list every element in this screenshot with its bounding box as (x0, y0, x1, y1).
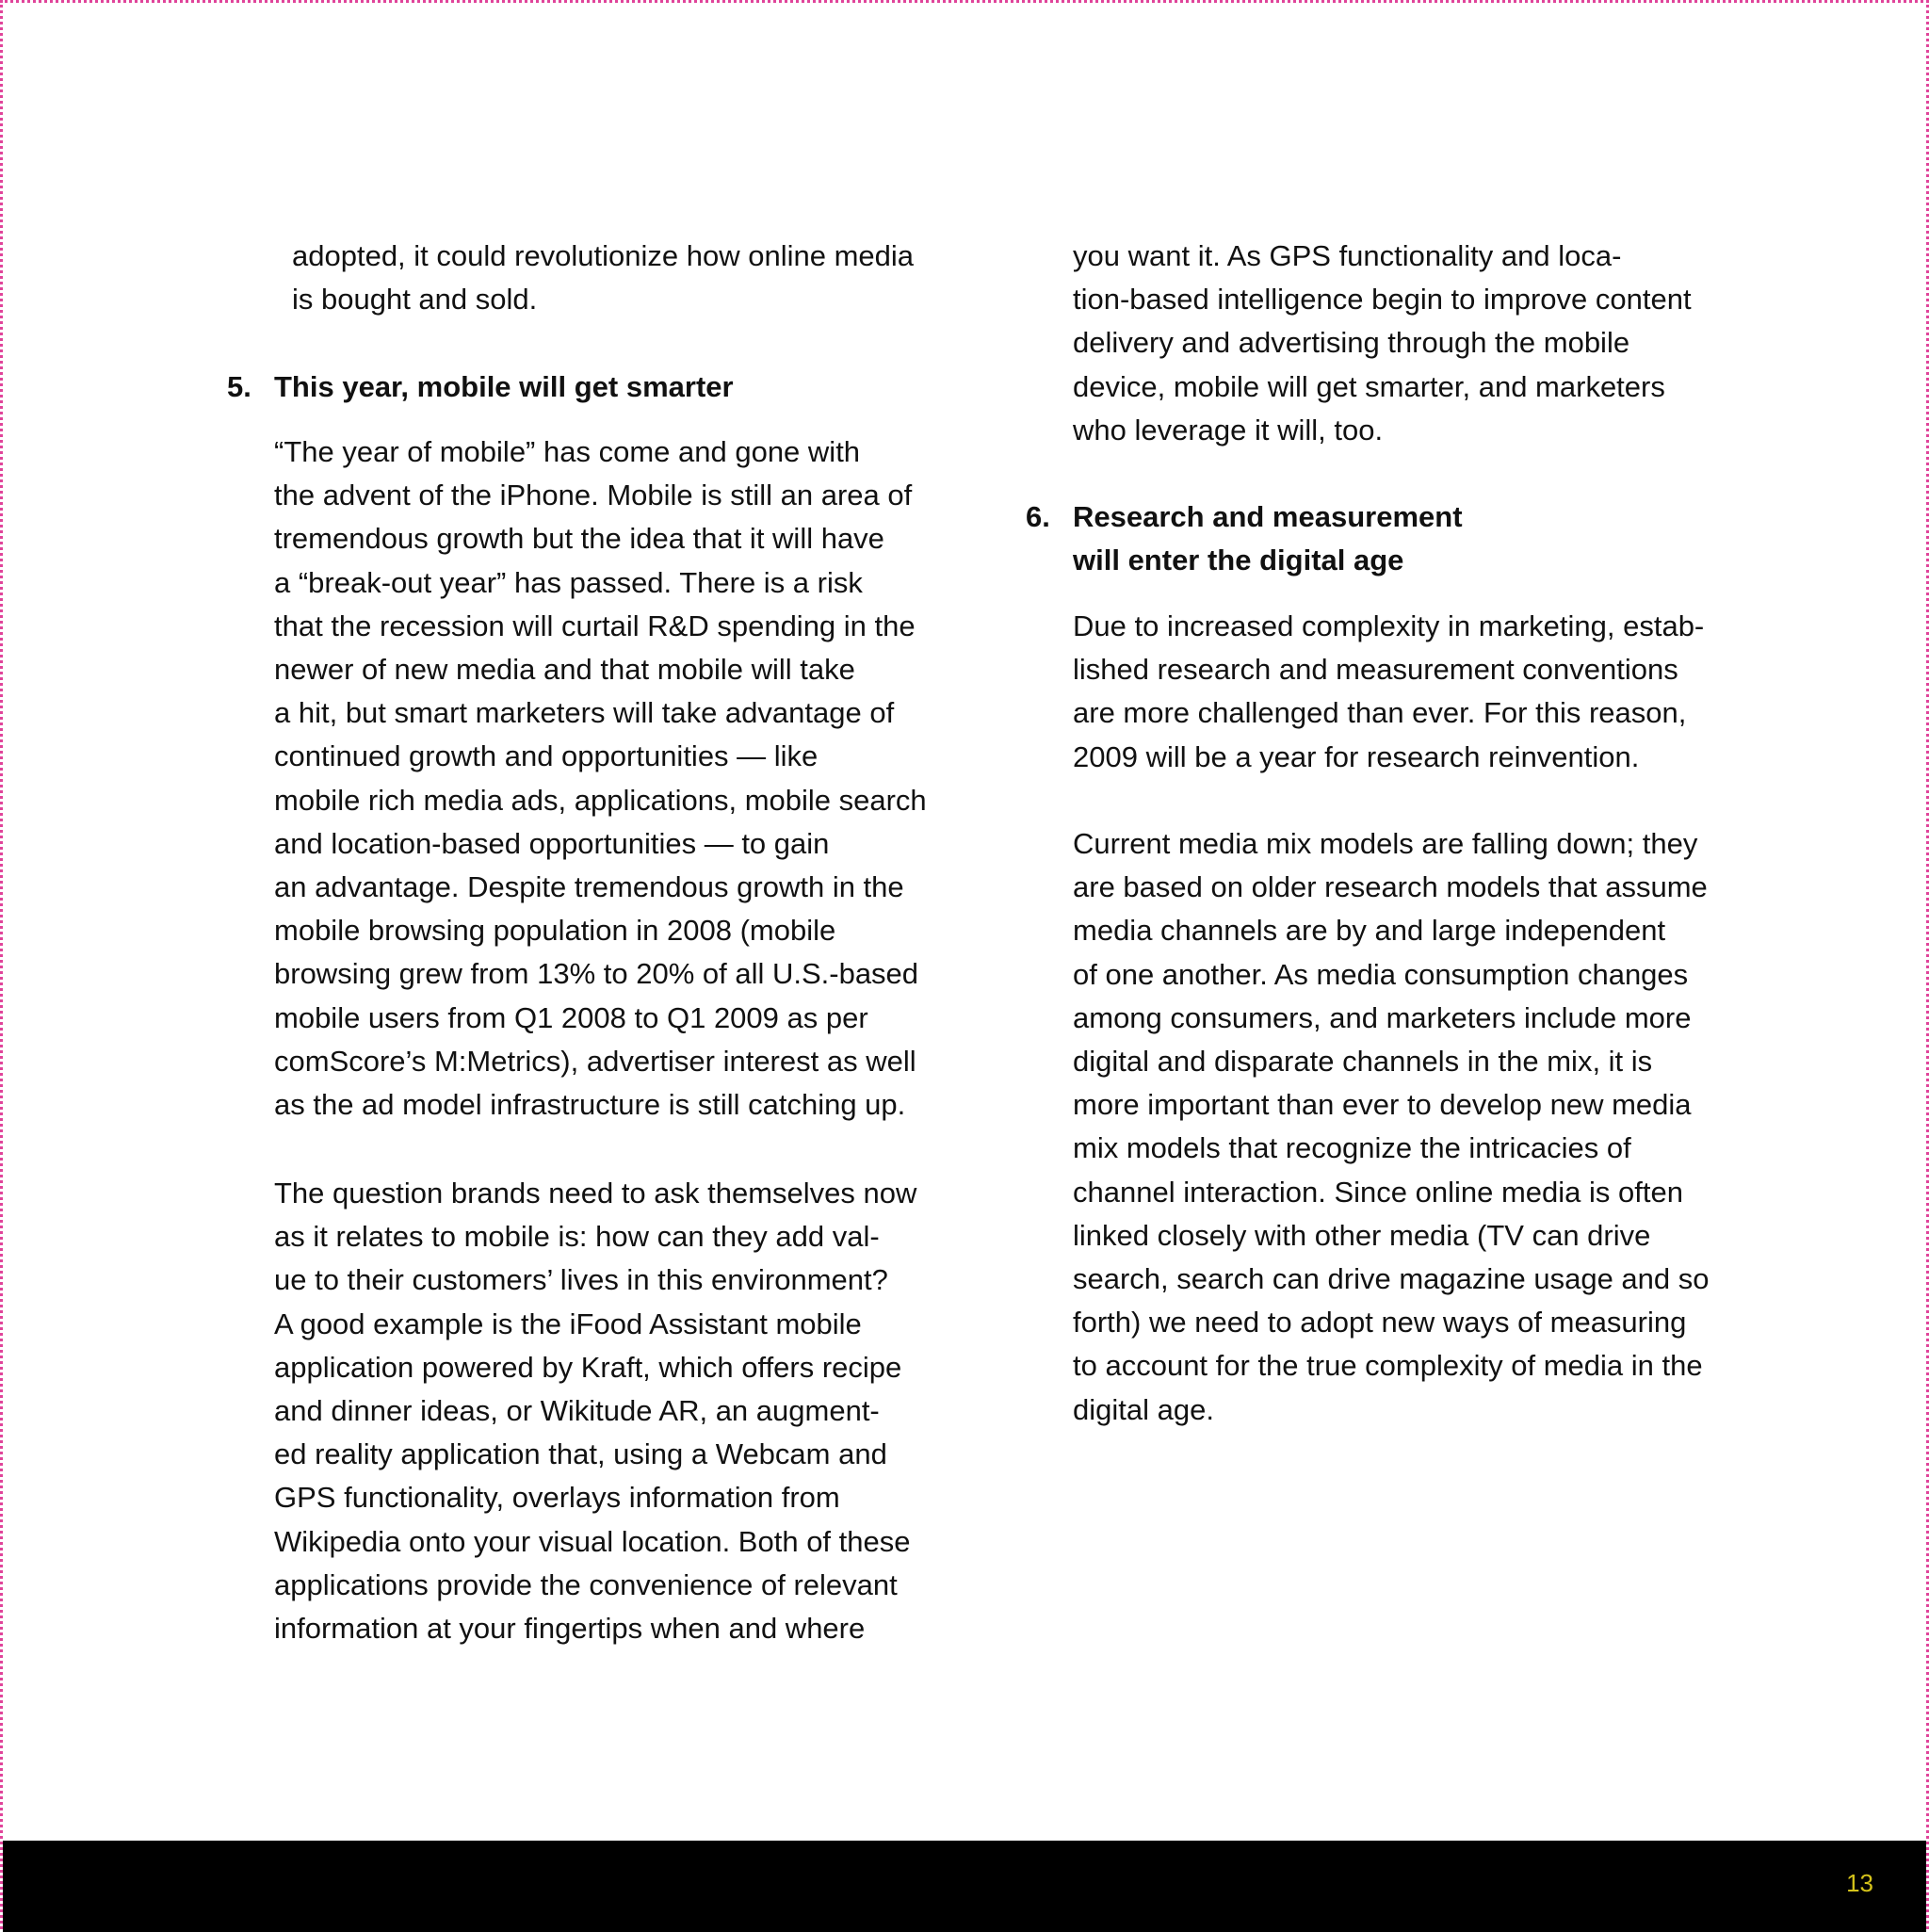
section-6-number: 6. (1026, 500, 1050, 533)
text-line: Due to increased complexity in marketing, estab- (1073, 609, 1705, 642)
text-line: are based on older research models that assume (1073, 870, 1708, 904)
text-line: mobile rich media ads, applications, mobile search (274, 783, 927, 817)
footer-bar (3, 1841, 1926, 1932)
text-line: a “break-out year” has passed. There is a risk (274, 565, 863, 599)
intro-paragraph (292, 235, 914, 321)
text-line: adopted, it could revolutionize how online media (292, 239, 915, 272)
text-line: Research and measurement (1073, 500, 1463, 533)
text-line: tion-based intelligence begin to improve content (1073, 283, 1692, 317)
text-line: information at your fingertips when and where (274, 1612, 866, 1646)
text-line: applications provide the convenience of relevant (274, 1567, 898, 1601)
text-line: ed reality application that, using a Webcam and (274, 1437, 887, 1471)
section-5-paragraph-2 (274, 1172, 916, 1650)
section-6-paragraph-2 (1073, 822, 1710, 1432)
section-5-paragraph-1 (274, 430, 927, 1127)
text-line: mix models that recognize the intricacies of (1073, 1131, 1631, 1165)
text-line: browsing grew from 13% to 20% of all U.S.-based (274, 957, 919, 991)
text-line: as it relates to mobile is: how can they add val- (274, 1220, 880, 1254)
text-line: as the ad model infrastructure is still catching up. (274, 1088, 906, 1122)
text-line: mobile users from Q1 2008 to Q1 2009 as per (274, 1000, 868, 1034)
text-line: application powered by Kraft, which offers recipe (274, 1350, 902, 1384)
text-line: The question brands need to ask themselves now (274, 1177, 917, 1210)
text-line: to account for the true complexity of media in the (1073, 1349, 1703, 1383)
text-line: the advent of the iPhone. Mobile is still an area of (274, 479, 913, 512)
text-line: digital and disparate channels in the mix, it is (1073, 1045, 1653, 1079)
text-line: linked closely with other media (TV can drive (1073, 1218, 1651, 1252)
text-line: a hit, but smart marketers will take advantage of (274, 696, 895, 730)
text-line: device, mobile will get smarter, and marketers (1073, 369, 1665, 403)
text-line: Current media mix models are falling down; they (1073, 827, 1698, 860)
text-line: who leverage it will, too. (1073, 413, 1384, 446)
section-6-heading (1073, 495, 1463, 582)
text-line: ue to their customers’ lives in this environment? (274, 1263, 888, 1297)
text-line: lished research and measurement conventions (1073, 653, 1678, 687)
text-line: A good example is the iFood Assistant mobile (274, 1307, 862, 1340)
text-line: you want it. As GPS functionality and loca- (1073, 239, 1622, 272)
text-line: 2009 will be a year for research reinvention. (1073, 739, 1640, 773)
text-line: “The year of mobile” has come and gone with (274, 435, 861, 468)
text-line: comScore’s M:Metrics), advertiser interest as well (274, 1044, 916, 1078)
text-line: and location-based opportunities — to gain (274, 826, 830, 860)
text-line: GPS functionality, overlays information from (274, 1481, 840, 1515)
text-line: channel interaction. Since online media is often (1073, 1175, 1683, 1209)
text-line: that the recession will curtail R&D spending in the (274, 609, 916, 642)
text-line: search, search can drive magazine usage and so (1073, 1262, 1710, 1296)
text-line: are more challenged than ever. For this reason, (1073, 696, 1687, 730)
section-6-paragraph-1 (1073, 605, 1704, 779)
text-line: among consumers, and marketers include more (1073, 1000, 1692, 1034)
text-line: tremendous growth but the idea that it will have (274, 522, 884, 556)
text-line: is bought and sold. (292, 283, 538, 317)
text-line: digital age. (1073, 1392, 1214, 1426)
text-line: newer of new media and that mobile will take (274, 653, 855, 687)
text-line: media channels are by and large independent (1073, 914, 1666, 948)
text-line: more important than ever to develop new media (1073, 1088, 1692, 1122)
page-number: 13 (1846, 1869, 1873, 1897)
text-line: of one another. As media consumption changes (1073, 957, 1689, 991)
section-5-heading: This year, mobile will get smarter (274, 370, 734, 403)
section-5-number: 5. (227, 370, 251, 403)
text-line: forth) we need to adopt new ways of measuring (1073, 1306, 1687, 1339)
text-line: and dinner ideas, or Wikitude AR, an augment- (274, 1394, 880, 1428)
text-line: delivery and advertising through the mobile (1073, 326, 1630, 360)
text-line: continued growth and opportunities — like (274, 739, 819, 773)
text-line: mobile browsing population in 2008 (mobile (274, 914, 836, 948)
continued-paragraph (1073, 235, 1692, 452)
text-line: will enter the digital age (1073, 544, 1404, 577)
text-line: Wikipedia onto your visual location. Both of these (274, 1524, 911, 1558)
text-line: an advantage. Despite tremendous growth in the (274, 870, 904, 904)
